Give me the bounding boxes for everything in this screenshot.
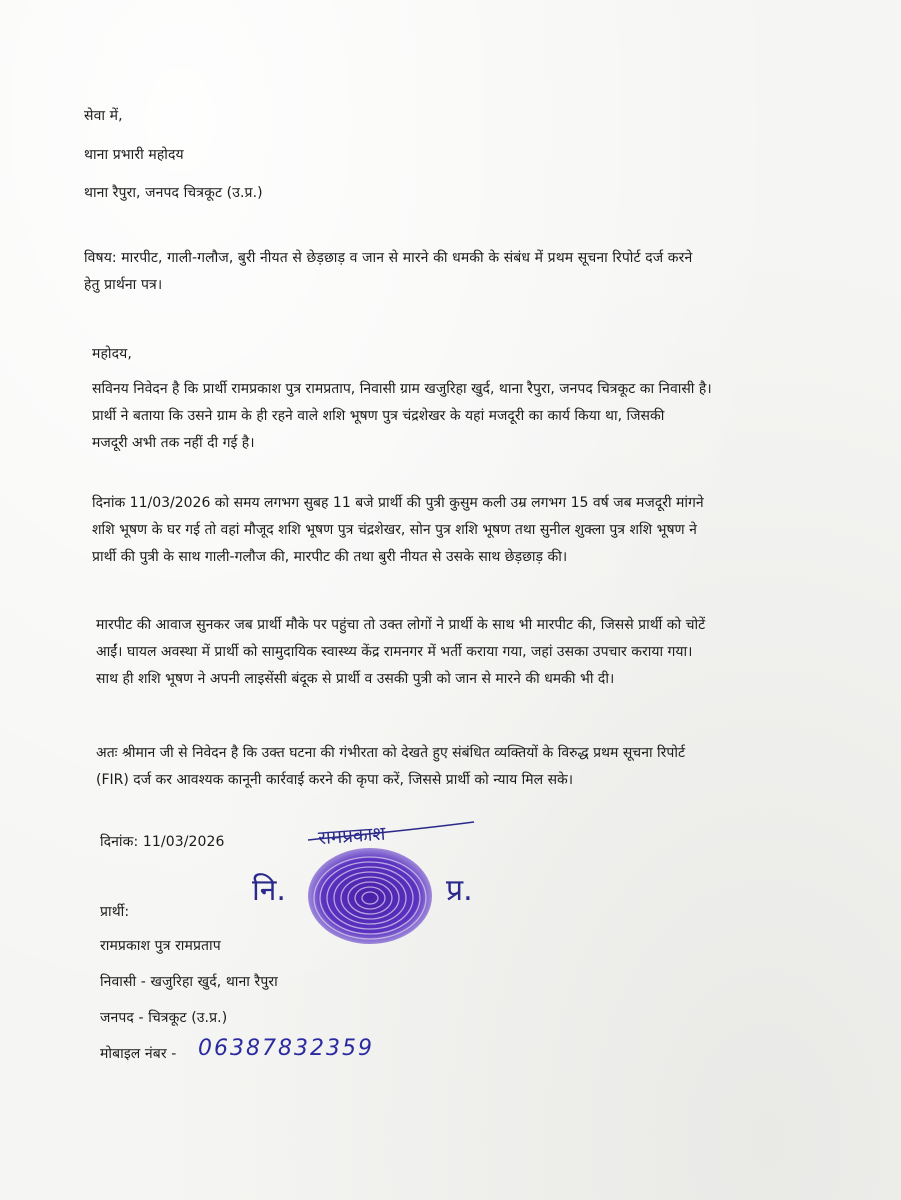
- paragraph-1-line-1: सविनय निवेदन है कि प्रार्थी रामप्रकाश पुत्र रामप्रताप, निवासी ग्राम खजुरिहा खुर्द, थाना रैपुरा, जनपद चित्रकूट का निवासी है।: [92, 381, 712, 397]
- paragraph-2-line-3: प्रार्थी की पुत्री के साथ गाली-गलौज की, मारपीट की तथा बुरी नीयत से उसके साथ छेड़छाड़ की।: [92, 549, 568, 565]
- subject-line-2: हेतु प्रार्थना पत्र।: [84, 277, 163, 293]
- paragraph-1-line-3: मजदूरी अभी तक नहीं दी गई है।: [92, 435, 255, 451]
- signature-right-mark: प्र.: [446, 873, 473, 908]
- paragraph-3-line-3: साथ ही शशि भूषण ने अपनी लाइसेंसी बंदूक से प्रार्थी व उसकी पुत्री को जान से मारने की धमकी भी दी।: [96, 671, 615, 687]
- paragraph-3-line-1: मारपीट की आवाज सुनकर जब प्रार्थी मौके पर पहुंचा तो उक्त लोगों ने प्रार्थी के साथ भी मारपीट की, जिससे प्रार्थी को चोटें: [96, 617, 706, 633]
- paragraph-4-line-1: अतः श्रीमान जी से निवेदन है कि उक्त घटना की गंभीरता को देखते हुए संबंधित व्यक्तियों के विरुद्ध प्रथम सूचना रिपोर्ट: [96, 745, 686, 761]
- paragraph-4-line-2: (FIR) दर्ज कर आवश्यक कानूनी कार्रवाई करने की कृपा करें, जिससे प्रार्थी को न्याय मिल सके।: [96, 772, 574, 788]
- applicant-residence: निवासी - खजुरिहा खुर्द, थाना रैपुरा: [100, 974, 278, 990]
- signature-left-mark: नि.: [252, 873, 286, 908]
- paragraph-2-line-2: शशि भूषण के घर गई तो वहां मौजूद शशि भूषण पुत्र चंद्रशेखर, सोन पुत्र शशि भूषण तथा सुनील शुक्ला पुत्र शशि भूषण ने: [92, 522, 697, 538]
- thumb-impression: [300, 840, 440, 950]
- paragraph-2-line-1: दिनांक 11/03/2026 को समय लगभग सुबह 11 बजे प्रार्थी की पुत्री कुसुम कली उम्र लगभग 15 वर्ष जब मजदूरी मांगने: [92, 495, 704, 511]
- applicant-name: रामप्रकाश पुत्र रामप्रताप: [100, 938, 221, 954]
- salutation-officer: थाना प्रभारी महोदय: [84, 147, 184, 163]
- subject-line-1: विषय: मारपीट, गाली-गलौज, बुरी नीयत से छेड़छाड़ व जान से मारने की धमकी के संबंध में प्रथम सूचना रिपोर्ट दर्ज करने: [84, 250, 693, 266]
- greeting: महोदय,: [92, 346, 132, 362]
- applicant-label: प्रार्थी:: [100, 904, 130, 920]
- signature-name: रामप्रकाश: [317, 822, 387, 850]
- paragraph-1-line-2: प्रार्थी ने बताया कि उसने ग्राम के ही रहने वाले शशि भूषण पुत्र चंद्रशेखर के यहां मजदूरी का कार्य किया था, जिसकी: [92, 408, 665, 424]
- mobile-number: 06387832359: [198, 1036, 374, 1061]
- salutation-address: थाना रैपुरा, जनपद चित्रकूट (उ.प्र.): [84, 185, 263, 201]
- applicant-district: जनपद - चित्रकूट (उ.प्र.): [100, 1010, 228, 1026]
- paragraph-3: [96, 612, 705, 693]
- paragraph-4: [96, 740, 685, 794]
- paragraph-3-line-2: आईं। घायल अवस्था में प्रार्थी को सामुदायिक स्वास्थ्य केंद्र रामनगर में भर्ती कराया गया, जहां उसका उपचार कराया गया।: [96, 644, 693, 660]
- date-line: दिनांक: 11/03/2026: [100, 834, 225, 850]
- paragraph-2: [92, 490, 704, 571]
- mobile-label: मोबाइल नंबर -: [100, 1046, 177, 1062]
- paragraph-1: [92, 376, 712, 457]
- salutation-to: सेवा में,: [84, 108, 123, 124]
